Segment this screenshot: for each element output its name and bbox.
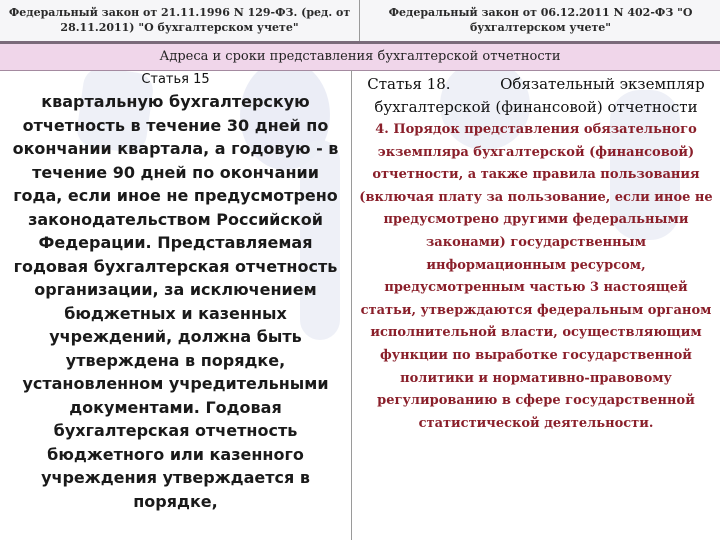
old-law-column [0,70,351,540]
new-law-article-heading [352,73,720,119]
new-law-text: 4. Порядок представления обязательного экземпляра бухгалтерской (финансовой) отчетности, а также правила пользования (включая плату за пользование, если иное не предусмотрено другими федеральными законами) государственным информационным ресурсом, предусмотренным частью 3 настоящей статьи, утверждаются федеральным органом исполнительной власти, осуществляющим функции по выработке государственной политики и нормативно-правовому регулированию в сфере государственной статистической деятельности. [359,122,713,431]
header-new-law: Федеральный закон от 06.12.2011 N 402-ФЗ "О бухгалтерском учете" [388,6,693,34]
old-law-article: Статья 15 [141,72,210,87]
new-law-article-title: Обязательный экземпляр бухгалтерской (финансовой) отчетности [374,75,705,116]
new-law-column [352,70,720,540]
old-law-text: квартальную бухгалтерскую отчетность в течение 30 дней по окончании квартала, а годовую - в течение 90 дней по окончании года, если иное не предусмотрено законодательством Российской Федерации. Представляемая годовая бухгалтерская отчетность организации, за исключением бюджетных и казенных учреждений, должна быть утверждена в порядке, установленном учредительными документами. Годовая бухгалтерская отчетность бюджетного или казенного учреждения утверждается в порядке, [12,92,339,511]
section-title: Адреса и сроки представления бухгалтерской отчетности [0,44,720,71]
header-old-law: Федеральный закон от 21.11.1996 N 129-ФЗ. (ред. от 28.11.2011) "О бухгалтерском учете" [0,0,360,41]
new-law-article-number: Статья 18. [367,75,451,93]
table-header-row [0,0,720,42]
